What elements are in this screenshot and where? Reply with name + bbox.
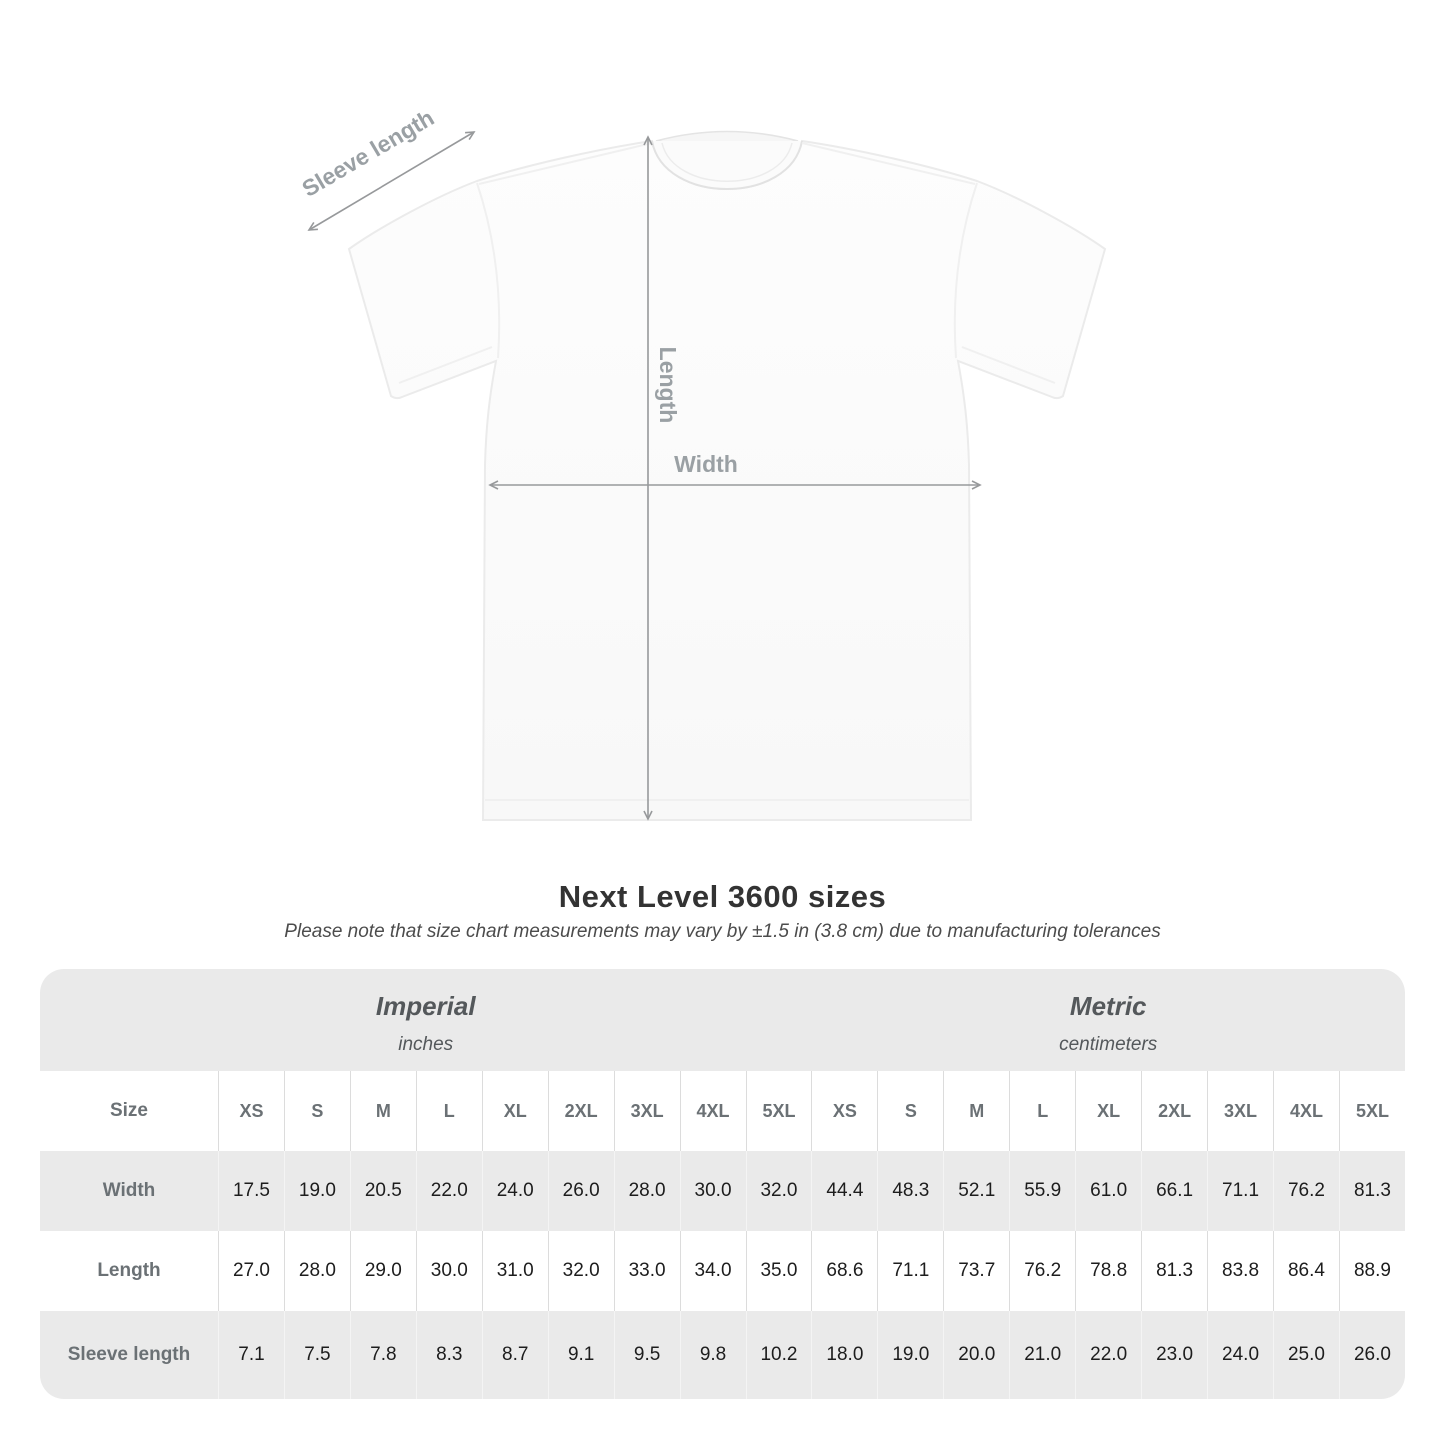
size-header-cell: 2XL bbox=[548, 1071, 614, 1151]
row-label: Sleeve length bbox=[40, 1311, 218, 1399]
table-row bbox=[40, 1151, 1405, 1231]
length-label: Length bbox=[655, 346, 681, 424]
size-header-cell: S bbox=[284, 1071, 350, 1151]
table-cell: 26.0 bbox=[1339, 1311, 1405, 1399]
table-cell: 71.1 bbox=[877, 1231, 943, 1311]
size-header-cell: S bbox=[877, 1071, 943, 1151]
size-header-cell: 4XL bbox=[1273, 1071, 1339, 1151]
table-cell: 29.0 bbox=[350, 1231, 416, 1311]
table-cell: 33.0 bbox=[614, 1231, 680, 1311]
size-header-cell: M bbox=[943, 1071, 1009, 1151]
table-cell: 24.0 bbox=[482, 1151, 548, 1231]
size-header-cell: 5XL bbox=[1339, 1071, 1405, 1151]
metric-group-unit: centimeters bbox=[1059, 1033, 1158, 1055]
table-cell: 28.0 bbox=[614, 1151, 680, 1231]
table-cell: 48.3 bbox=[877, 1151, 943, 1231]
table-row bbox=[40, 1231, 1405, 1311]
table-cell: 32.0 bbox=[746, 1151, 812, 1231]
table-cell: 20.0 bbox=[943, 1311, 1009, 1399]
table-cell: 55.9 bbox=[1009, 1151, 1075, 1231]
size-table-container bbox=[40, 969, 1405, 1399]
table-cell: 18.0 bbox=[811, 1311, 877, 1399]
size-header-cell: XL bbox=[1075, 1071, 1141, 1151]
size-header-cell: XS bbox=[218, 1071, 284, 1151]
table-cell: 76.2 bbox=[1009, 1231, 1075, 1311]
table-cell: 25.0 bbox=[1273, 1311, 1339, 1399]
table-cell: 9.8 bbox=[680, 1311, 746, 1399]
table-cell: 31.0 bbox=[482, 1231, 548, 1311]
table-cell: 88.9 bbox=[1339, 1231, 1405, 1311]
row-label: Width bbox=[40, 1151, 218, 1231]
table-cell: 22.0 bbox=[416, 1151, 482, 1231]
table-cell: 34.0 bbox=[680, 1231, 746, 1311]
table-cell: 27.0 bbox=[218, 1231, 284, 1311]
table-cell: 61.0 bbox=[1075, 1151, 1141, 1231]
table-cell: 23.0 bbox=[1141, 1311, 1207, 1399]
table-cell: 20.5 bbox=[350, 1151, 416, 1231]
table-cell: 21.0 bbox=[1009, 1311, 1075, 1399]
table-cell: 24.0 bbox=[1207, 1311, 1273, 1399]
table-cell: 78.8 bbox=[1075, 1231, 1141, 1311]
size-table bbox=[40, 969, 1405, 1399]
table-cell: 17.5 bbox=[218, 1151, 284, 1231]
tolerance-note: Please note that size chart measurements may vary by ±1.5 in (3.8 cm) due to manufacturing tolerances bbox=[284, 921, 1161, 942]
table-cell: 9.1 bbox=[548, 1311, 614, 1399]
table-row bbox=[40, 1311, 1405, 1399]
tshirt-body bbox=[349, 141, 1105, 820]
imperial-group-title: Imperial bbox=[375, 990, 476, 1021]
table-cell: 71.1 bbox=[1207, 1151, 1273, 1231]
unit-group-row bbox=[40, 969, 1405, 1071]
sleeve-length-label: Sleeve length bbox=[297, 104, 439, 202]
table-cell: 44.4 bbox=[811, 1151, 877, 1231]
table-cell: 32.0 bbox=[548, 1231, 614, 1311]
table-cell: 30.0 bbox=[680, 1151, 746, 1231]
imperial-group-unit: inches bbox=[398, 1033, 454, 1055]
size-header-cell: 3XL bbox=[1207, 1071, 1273, 1151]
table-cell: 83.8 bbox=[1207, 1231, 1273, 1311]
size-header-row bbox=[40, 1071, 1405, 1151]
unit-group-metric bbox=[811, 969, 1405, 1071]
table-cell: 7.5 bbox=[284, 1311, 350, 1399]
size-header-cell: 5XL bbox=[746, 1071, 812, 1151]
table-cell: 35.0 bbox=[746, 1231, 812, 1311]
table-cell: 22.0 bbox=[1075, 1311, 1141, 1399]
size-header-cell: L bbox=[1009, 1071, 1075, 1151]
table-cell: 28.0 bbox=[284, 1231, 350, 1311]
row-label: Length bbox=[40, 1231, 218, 1311]
table-cell: 86.4 bbox=[1273, 1231, 1339, 1311]
size-header-cell: XS bbox=[811, 1071, 877, 1151]
table-cell: 73.7 bbox=[943, 1231, 1009, 1311]
table-cell: 8.3 bbox=[416, 1311, 482, 1399]
table-cell: 10.2 bbox=[746, 1311, 812, 1399]
table-cell: 52.1 bbox=[943, 1151, 1009, 1231]
table-cell: 19.0 bbox=[284, 1151, 350, 1231]
table-cell: 30.0 bbox=[416, 1231, 482, 1311]
table-cell: 26.0 bbox=[548, 1151, 614, 1231]
table-cell: 19.0 bbox=[877, 1311, 943, 1399]
size-header-cell: XL bbox=[482, 1071, 548, 1151]
table-cell: 81.3 bbox=[1141, 1231, 1207, 1311]
table-cell: 68.6 bbox=[811, 1231, 877, 1311]
table-cell: 9.5 bbox=[614, 1311, 680, 1399]
width-label: Width bbox=[674, 451, 738, 477]
table-cell: 81.3 bbox=[1339, 1151, 1405, 1231]
table-cell: 7.1 bbox=[218, 1311, 284, 1399]
table-cell: 66.1 bbox=[1141, 1151, 1207, 1231]
table-cell: 8.7 bbox=[482, 1311, 548, 1399]
table-cell: 76.2 bbox=[1273, 1151, 1339, 1231]
size-header-cell: M bbox=[350, 1071, 416, 1151]
table-cell: 7.8 bbox=[350, 1311, 416, 1399]
size-header-cell: 4XL bbox=[680, 1071, 746, 1151]
size-column-header: Size bbox=[40, 1071, 218, 1151]
page-title: Next Level 3600 sizes bbox=[558, 879, 887, 914]
size-header-cell: L bbox=[416, 1071, 482, 1151]
size-header-cell: 3XL bbox=[614, 1071, 680, 1151]
unit-group-imperial bbox=[40, 969, 811, 1071]
size-header-cell: 2XL bbox=[1141, 1071, 1207, 1151]
metric-group-title: Metric bbox=[1069, 990, 1147, 1021]
